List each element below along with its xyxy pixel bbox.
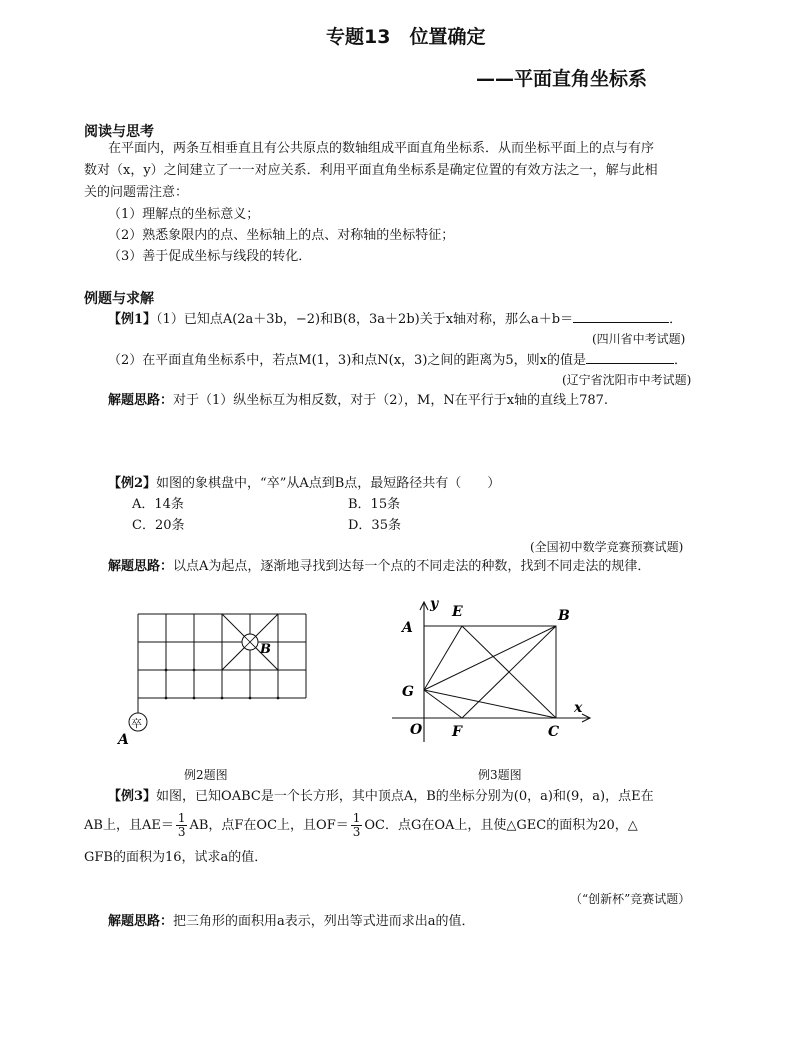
example2-option-a[interactable]: A．14条: [132, 497, 184, 512]
example2-option-c[interactable]: C．20条: [132, 518, 185, 533]
label-point-e: E: [452, 604, 463, 620]
reading-item-2: （2）熟悉象限内的点、坐标轴上的点、对称轴的坐标特征；: [108, 228, 455, 243]
example1-hint-text: 对于（1）纵坐标互为相反数，对于（2），M，N在平行于x轴的直线上787.: [173, 393, 609, 408]
example1-question2: [108, 349, 687, 371]
example3-line2-part-b: AB，点F在OC上，且OF＝: [189, 818, 349, 833]
example3-line2-part-c: OC．点G在OA上，且使△GEC的面积为20，△: [364, 818, 638, 833]
example3-line2: [84, 812, 638, 839]
example1-q1-end: ．: [669, 312, 683, 327]
label-point-b: B: [260, 642, 271, 657]
example1-hint-label: 解题思路：: [108, 393, 174, 408]
label-point-a: A: [402, 620, 413, 636]
fraction-numerator-1: 1: [177, 811, 186, 825]
examples-heading: 例题与求解: [84, 291, 154, 307]
example2-hint-label: 解题思路：: [108, 559, 174, 574]
label-point-g: G: [402, 684, 414, 700]
rectangle-oabc-and-segments: [424, 626, 556, 718]
example2-question: [108, 474, 500, 494]
page-title: 专题13 位置确定: [326, 26, 486, 48]
example3-label: 【例3】: [108, 789, 157, 804]
fraction-one-third-1: [176, 812, 188, 839]
example3-coordinate-figure: [386, 590, 596, 750]
example2-hint-text: 以点A为起点，逐渐地寻找到达每一个点的不同走法的种数，找到不同走法的规律．: [173, 559, 651, 574]
label-point-c: C: [548, 724, 560, 740]
example2-figure-caption: 例2题图: [184, 768, 228, 782]
fraction-numerator-2: 1: [352, 811, 361, 825]
chessboard-grid: [138, 614, 306, 718]
example1-hint: [108, 391, 608, 411]
reading-heading: 阅读与思考: [84, 124, 154, 140]
example1-question1: [108, 308, 682, 330]
reading-item-1: （1）理解点的坐标意义；: [108, 207, 260, 222]
fraction-denominator-2: 3: [352, 825, 361, 839]
example1-q2-end: ．: [674, 353, 688, 368]
example3-hint-label: 解题思路：: [108, 914, 174, 929]
example2-hint: [108, 557, 650, 577]
example2-question-text: 如图的象棋盘中，“卒”从A点到B点，最短路径共有（ ）: [156, 476, 501, 491]
example3-line3: GFB的面积为16，试求a的值．: [84, 850, 268, 865]
example3-figure-caption: 例3题图: [478, 768, 522, 782]
fraction-denominator-1: 3: [177, 825, 186, 839]
soldier-piece-label: 卒: [131, 717, 142, 730]
example2-option-d[interactable]: D．35条: [348, 518, 401, 533]
example3-hint-text: 把三角形的面积用a表示，列出等式进而求出a的值．: [173, 914, 475, 929]
label-y-axis: y: [430, 596, 439, 612]
example1-source-1: (四川省中考试题): [592, 332, 686, 346]
example1-answer-blank-2[interactable]: [586, 349, 674, 364]
label-x-axis: x: [574, 700, 583, 716]
example1-source-2: (辽宁省沈阳市中考试题): [562, 373, 692, 387]
reading-item-3: （3）善于促成坐标与线段的转化．: [108, 249, 312, 264]
page-subtitle: ——平面直角坐标系: [476, 68, 648, 90]
example3-line2-part-a: AB上，且AE＝: [84, 818, 174, 833]
example2-chessboard-figure: [110, 596, 320, 756]
example3-source: （“创新杯”竞赛试题）: [570, 892, 691, 906]
example2-label: 【例2】: [108, 476, 157, 491]
label-point-f: F: [452, 724, 462, 740]
example1-label: 【例1】: [108, 312, 157, 327]
reading-paragraph-line1: 在平面内，两条互相垂直且有公共原点的数轴组成平面直角坐标系．从而坐标平面上的点与有序: [108, 141, 655, 156]
example2-source: (全国初中数学竞赛预赛试题): [530, 540, 684, 554]
fraction-one-third-2: [351, 812, 363, 839]
example1-q1-text: （1）已知点A(2a＋3b，−2)和B(8，3a＋2b)关于x轴对称，那么a＋b＝: [156, 312, 574, 327]
example1-q2-text: （2）在平面直角坐标系中，若点M(1，3)和点N(x，3)之间的距离为5，则x的值是: [108, 353, 586, 368]
example3-hint: [108, 912, 475, 932]
example1-answer-blank-1[interactable]: [573, 308, 669, 323]
label-point-a: A: [118, 732, 129, 748]
reading-paragraph-line3: 关的问题需注意：: [84, 185, 189, 200]
label-origin-o: O: [410, 722, 423, 738]
reading-paragraph-line2: 数对（x，y）之间建立了一一对应关系．利用平面直角坐标系是确定位置的有效方法之一，解与此相: [84, 163, 658, 178]
example3-line1-text: 如图，已知OABC是一个长方形，其中顶点A，B的坐标分别为(0，a)和(9，a)，点E在: [156, 789, 654, 804]
label-point-b: B: [558, 608, 570, 624]
example3-line1: [108, 787, 654, 807]
example2-option-b[interactable]: B．15条: [348, 497, 401, 512]
